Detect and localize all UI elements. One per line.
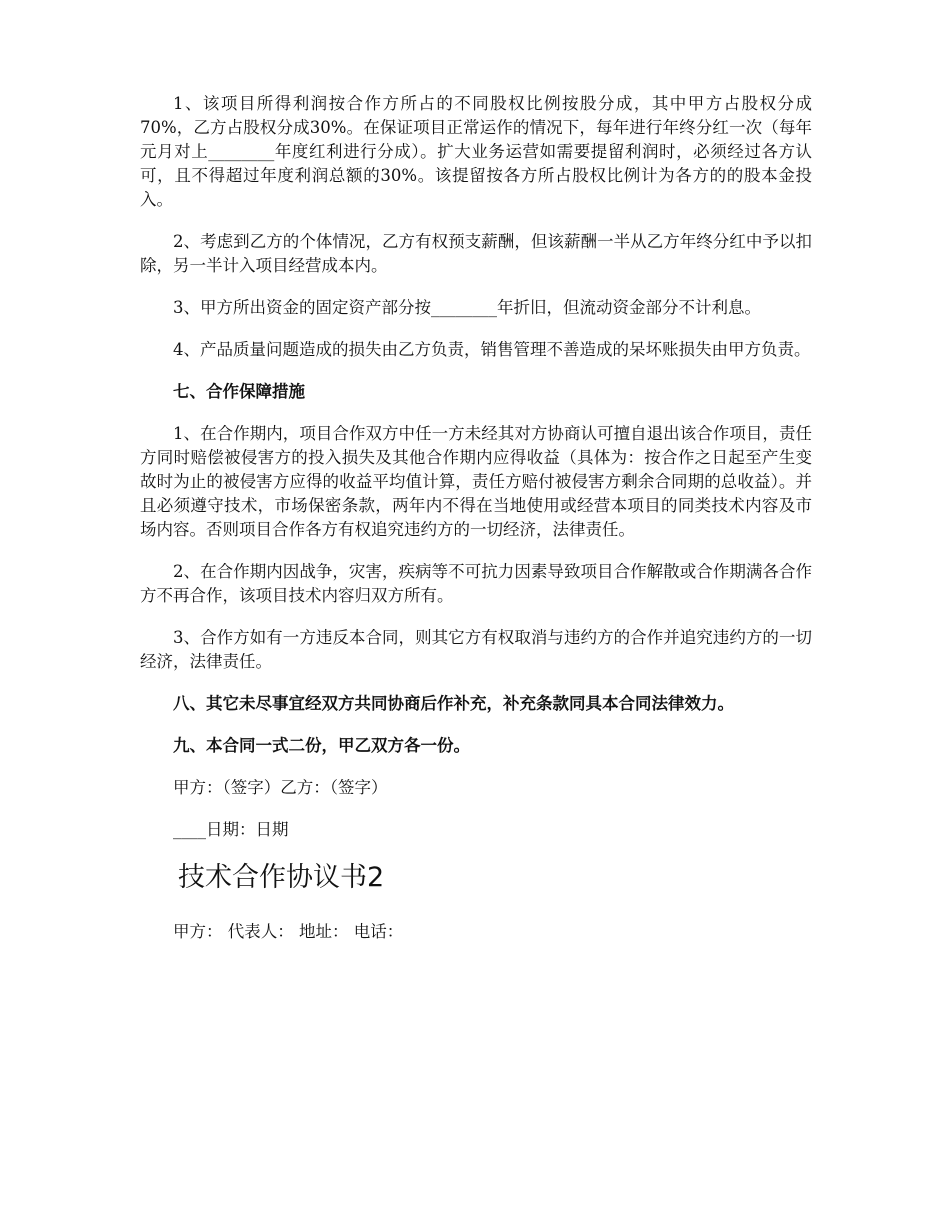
section6-paragraph-4: 4、产品质量问题造成的损失由乙方负责，销售管理不善造成的呆坏账损失由甲方负责。 xyxy=(173,340,811,359)
agreement-2-title: 技术合作协议书2 xyxy=(178,862,385,893)
section6-paragraph-3: 3、甲方所出资金的固定资产部分按________年折旧，但流动资金部分不计利息。 xyxy=(173,298,761,317)
document-page xyxy=(140,92,812,962)
section7-paragraph-3: 3、合作方如有一方违反本合同，则其它方有权取消与违约方的合作并追究违约方的一切经济，法律责任。 xyxy=(140,628,812,671)
signature-line: 甲方：（签字）乙方：（签字） xyxy=(173,778,388,797)
section7-paragraph-1: 1、在合作期内，项目合作双方中任一方未经其对方协商认可擅自退出该合作项目，责任方同时赔偿被侵害方的投入损失及其他合作期内应得收益（具体为：按合作之日起至产生变故时为止的被侵害方应得的收益平均值计算，责任方赔付被侵害方剩余合同期的总收益）。并且必须遵守技术，市场保密条款，两年内不得在当地使用或经营本项目的同类技术内容及市场内容。否则项目合作各方有权追究违约方的一切经济，法律责任。 xyxy=(140,424,812,539)
section9-heading: 九、本合同一式二份，甲乙双方各一份。 xyxy=(173,736,470,755)
section6-paragraph-2: 2、考虑到乙方的个体情况，乙方有权预支薪酬，但该薪酬一半从乙方年终分红中予以扣除，另一半计入项目经营成本内。 xyxy=(140,232,812,275)
section6-paragraph-1: 1、该项目所得利润按合作方所占的不同股权比例按股分成，其中甲方占股权分成70%，乙方占股权分成30%。在保证项目正常运作的情况下，每年进行年终分红一次（每年元月对上________年度红利进行分成）。扩大业务运营如需要提留利润时，必须经过各方认可，且不得超过年度利润总额的30%。该提留按各方所占股权比例计为各方的的股本金投入。 xyxy=(140,94,812,209)
section7-heading: 七、合作保障措施 xyxy=(173,382,305,401)
agreement-2-parties: 甲方： 代表人： 地址： 电话： xyxy=(173,922,404,941)
signature-date: ____日期：日期 xyxy=(173,820,289,839)
section8-heading: 八、其它未尽事宜经双方共同协商后作补充，补充条款同具本合同法律效力。 xyxy=(173,694,734,713)
section7-paragraph-2: 2、在合作期内因战争，灾害，疾病等不可抗力因素导致项目合作解散或合作期满各合作方不再合作，该项目技术内容归双方所有。 xyxy=(140,562,812,605)
